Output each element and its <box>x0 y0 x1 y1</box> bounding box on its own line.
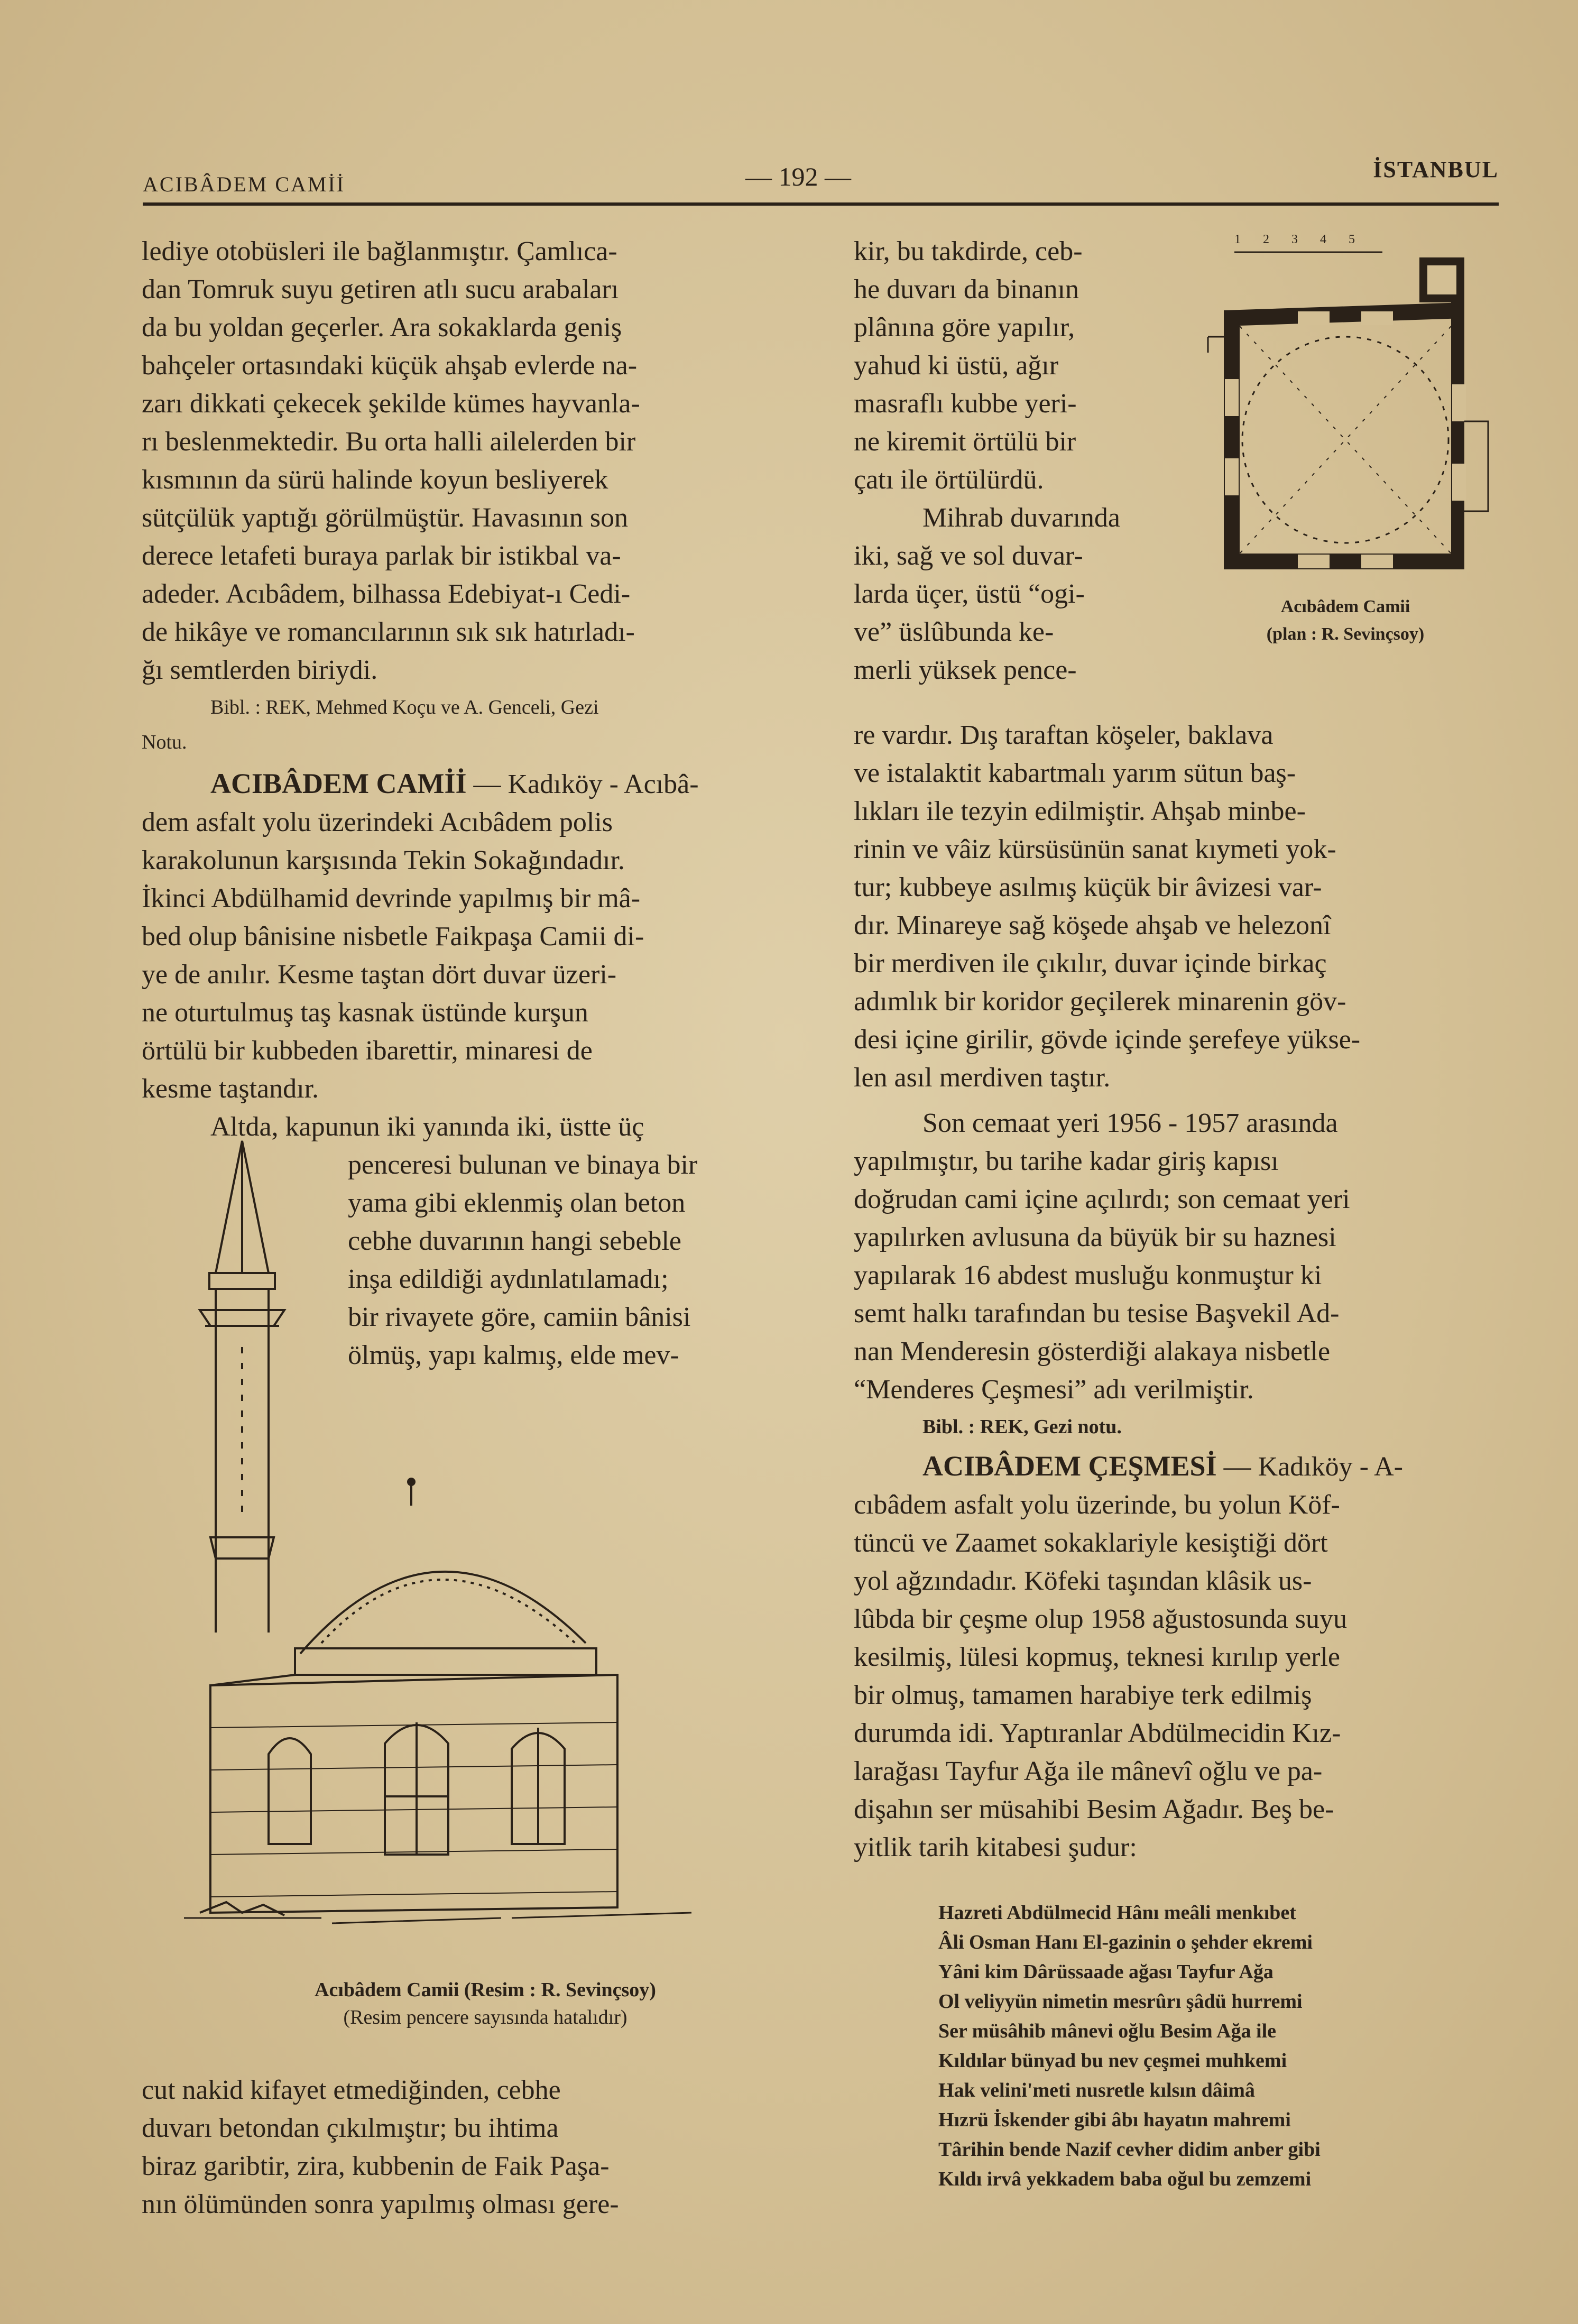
text-line: ne oturtulmuş taş kasnak üstünde kurşun <box>142 998 588 1028</box>
text-line: yol ağzındadır. Köfeki taşından klâsik us- <box>854 1566 1312 1596</box>
entry-acibadem-cesmesi <box>854 1447 1501 1867</box>
text-line: da bu yoldan geçerler. Ara sokaklarda geniş <box>142 312 622 343</box>
entry-acibadem-camii <box>142 764 784 1146</box>
text-line: Altda, kapunun iki yanında iki, üstte üç <box>210 1112 644 1142</box>
text-line: nan Menderesin gösterdiği alakaya nisbetle <box>854 1336 1331 1367</box>
entry-heading: ACIBÂDEM CAMİİ <box>210 768 467 799</box>
text-line: lediye otobüsleri ile bağlanmıştır. Çamlıca- <box>142 236 617 266</box>
text-line: durumda idi. Yaptıranlar Abdülmecidin Kız- <box>854 1718 1341 1748</box>
text-line: larağası Tayfur Ağa ile mânevî oğlu ve pa- <box>854 1756 1323 1786</box>
text-line: ve” üslûbunda ke- <box>854 617 1054 647</box>
wrap-text-beside-plan <box>854 233 1171 689</box>
entry-heading-cont: — Kadıköy - A- <box>1223 1452 1403 1482</box>
wrap-text-beside-figure <box>348 1146 781 1375</box>
text-line: ölmüş, yapı kalmış, elde mev- <box>348 1340 679 1370</box>
figure-block <box>142 1146 784 2071</box>
text-line: rı beslenmektedir. Bu orta halli ailelerden bir <box>142 427 636 457</box>
poem-line: Hak velini'meti nusretle kılsın dâimâ <box>938 2079 1255 2101</box>
text-line: duvarı betondan çıkılmıştır; bu ihtima <box>142 2113 559 2143</box>
text-line: iki, sağ ve sol duvar- <box>854 541 1083 571</box>
entry-heading: ACIBÂDEM ÇEŞMESİ <box>922 1450 1217 1482</box>
text-line: İkinci Abdülhamid devrinde yapılmış bir mâ- <box>142 883 641 914</box>
bibliography-note-cont: Notu. <box>142 731 187 753</box>
figure-caption-block <box>195 1976 776 2031</box>
text-line: ne kiremit örtülü bir <box>854 427 1076 457</box>
text-line: plânına göre yapılır, <box>854 312 1075 343</box>
plan-caption: Acıbâdem Camii <box>1280 597 1410 616</box>
text-line: karakolunun karşısında Tekin Sokağındadır. <box>142 845 625 875</box>
para-after-figure <box>142 2071 784 2224</box>
text-line: de hikâye ve romancılarının sık sık hatırladı- <box>142 617 635 647</box>
text-line: bir rivayete göre, camiin bânisi <box>348 1302 691 1332</box>
text-line: yapılmıştır, bu tarihe kadar giriş kapısı <box>854 1146 1279 1176</box>
text-line: desi içine girilir, gövde içinde şerefeye yükse- <box>854 1025 1361 1055</box>
text-line: bahçeler ortasındaki küçük ahşab evlerde na- <box>142 351 638 381</box>
text-line: rinin ve vâiz kürsüsünün sanat kıymeti yok- <box>854 834 1336 864</box>
entry-first-line <box>142 764 784 804</box>
text-line: masraflı kubbe yeri- <box>854 389 1077 419</box>
text-line: biraz garibtir, zira, kubbenin de Faik Paşa- <box>142 2151 610 2181</box>
text-line: ğı semtlerden biriydi. <box>142 655 378 685</box>
text-line: sütçülük yaptığı görülmüştür. Havasının son <box>142 503 629 533</box>
text-line: cut nakid kifayet etmediğinden, cebhe <box>142 2075 561 2105</box>
text-line: kesme taştandır. <box>142 1074 319 1104</box>
figure-caption-sub: (Resim pencere sayısında hatalıdır) <box>343 2006 627 2028</box>
text-line: yahud ki üstü, ağır <box>854 351 1059 381</box>
entry-heading-cont: — Kadıköy - Acıbâ- <box>473 769 699 799</box>
text-line: lûbda bir çeşme olup 1958 ağustosunda suyu <box>854 1604 1347 1634</box>
text-line: derece letafeti buraya parlak bir istikbal va- <box>142 541 621 571</box>
text-line: ye de anılır. Kesme taştan dört duvar üzeri- <box>142 960 617 990</box>
text-line: kesilmiş, lülesi kopmuş, teknesi kırılıp yerle <box>854 1642 1341 1672</box>
text-line: larda üçer, üstü “ogi- <box>854 579 1085 609</box>
inscription-poem <box>938 1898 1499 2194</box>
left-column <box>142 233 784 2224</box>
text-line: dan Tomruk suyu getiren atlı sucu arabaları <box>142 274 619 305</box>
header-left: ACIBÂDEM CAMİİ <box>143 172 346 196</box>
text-line: lıkları ile tezyin edilmiştir. Ahşab minbe- <box>854 796 1306 826</box>
text-line: he duvarı da binanın <box>854 274 1079 305</box>
text-line: cebhe duvarının hangi sebeble <box>348 1226 681 1256</box>
text-line: yapılırken avlusuna da büyük bir su haznesi <box>854 1222 1336 1252</box>
para-son-cemaat <box>854 1104 1501 1409</box>
text-line: re vardır. Dış taraftan köşeler, baklava <box>854 720 1274 750</box>
poem-line: Ser müsâhib mânevi oğlu Besim Ağa ile <box>938 2020 1277 2042</box>
entry-first-line <box>854 1447 1501 1486</box>
text-line: semt halkı tarafından bu tesise Başvekil Ad- <box>854 1298 1340 1329</box>
header-right: İSTANBUL <box>1373 156 1499 182</box>
page-number: — 192 — <box>745 162 851 191</box>
text-line: tur; kubbeye asılmış küçük bir âvizesi var- <box>854 872 1322 902</box>
text-line: Mihrab duvarında <box>922 503 1121 533</box>
text-line: yitlik tarih kitabesi şudur: <box>854 1832 1137 1862</box>
text-line: adeder. Acıbâdem, bilhassa Edebiyat-ı Cedi- <box>142 579 631 609</box>
text-line: yama gibi eklenmiş olan beton <box>348 1188 686 1218</box>
poem-line: Yâni kim Dârüssaade ağası Tayfur Ağa <box>938 1961 1274 1983</box>
poem-line: Ol veliyyün nimetin mesrûrı şâdü hurremi <box>938 1990 1303 2013</box>
text-line: adımlık bir koridor geçilerek minarenin göv- <box>854 986 1346 1017</box>
text-line: “Menderes Çeşmesi” adı verilmiştir. <box>854 1375 1254 1405</box>
text-line: çatı ile örtülürdü. <box>854 465 1044 495</box>
text-line: yapılarak 16 abdest musluğu konmuştur ki <box>854 1260 1322 1290</box>
text-line: merli yüksek pence- <box>854 655 1077 685</box>
poem-line: Hızrü İskender gibi âbı hayatın mahremi <box>938 2109 1291 2131</box>
text-line: dır. Minareye sağ köşede ahşab ve helezonî <box>854 910 1331 940</box>
text-line: kir, bu takdirde, ceb- <box>854 236 1083 266</box>
running-header <box>143 156 1499 204</box>
plan-figure <box>1192 233 1499 648</box>
text-line: nın ölümünden sonra yapılmış olması gere- <box>142 2189 619 2219</box>
poem-line: Târihin bende Nazif cevher didim anber gibi <box>938 2138 1321 2161</box>
plan-caption-sub: (plan : R. Sevinçsoy) <box>1266 624 1425 644</box>
figure-caption: Acıbâdem Camii (Resim : R. Sevinçsoy) <box>315 1979 656 2001</box>
para-acibadem-district <box>142 233 784 689</box>
text-line: Son cemaat yeri 1956 - 1957 arasında <box>922 1108 1338 1138</box>
text-line: ve istalaktit kabartmalı yarım sütun baş- <box>854 758 1296 788</box>
mosque-floor-plan <box>1192 247 1499 591</box>
bibliography-note-2: Bibl. : REK, Gezi notu. <box>922 1416 1122 1438</box>
text-line: zarı dikkati çekecek şekilde kümes hayvanla- <box>142 389 640 419</box>
text-line: doğrudan cami içine açılırdı; son cemaat yeri <box>854 1184 1350 1214</box>
right-column <box>854 233 1501 1867</box>
plan-block <box>854 233 1501 716</box>
text-line: penceresi bulunan ve binaya bir <box>348 1150 698 1180</box>
text-line: bed olup bânisine nisbetle Faikpaşa Camii di- <box>142 921 644 952</box>
text-line: dem asfalt yolu üzerindeki Acıbâdem polis <box>142 807 613 837</box>
poem-line: Hazreti Abdülmecid Hânı meâli menkıbet <box>938 1902 1296 1924</box>
plan-scale: 1 2 3 4 5 <box>1234 233 1364 246</box>
header-rule <box>143 202 1499 206</box>
poem-line: Kıldı irvâ yekkadem baba oğul bu zemzemi <box>938 2168 1312 2190</box>
text-line: bir olmuş, tamamen harabiye terk edilmiş <box>854 1680 1312 1710</box>
text-line: dişahın ser müsahibi Besim Ağadır. Beş be- <box>854 1794 1334 1824</box>
bibliography-note: Bibl. : REK, Mehmed Koçu ve A. Genceli, Gezi <box>210 696 599 718</box>
para-exterior <box>854 716 1501 1097</box>
poem-line: Âli Osman Hanı El-gazinin o şehder ekremi <box>938 1931 1313 1953</box>
text-line: kısmının da sürü halinde koyun besliyerek <box>142 465 608 495</box>
text-line: tüncü ve Zaamet sokaklariyle kesiştiği dört <box>854 1528 1328 1558</box>
text-line: bir merdiven ile çıkılır, duvar içinde birkaç <box>854 948 1327 979</box>
text-line: inşa edildiği aydınlatılamadı; <box>348 1264 669 1294</box>
text-line: cıbâdem asfalt yolu üzerinde, bu yolun Köf- <box>854 1490 1340 1520</box>
text-line: örtülü bir kubbeden ibarettir, minaresi de <box>142 1036 593 1066</box>
text-line: len asıl merdiven taştır. <box>854 1063 1111 1093</box>
poem-line: Kıldılar bünyad bu nev çeşmei muhkemi <box>938 2050 1287 2072</box>
